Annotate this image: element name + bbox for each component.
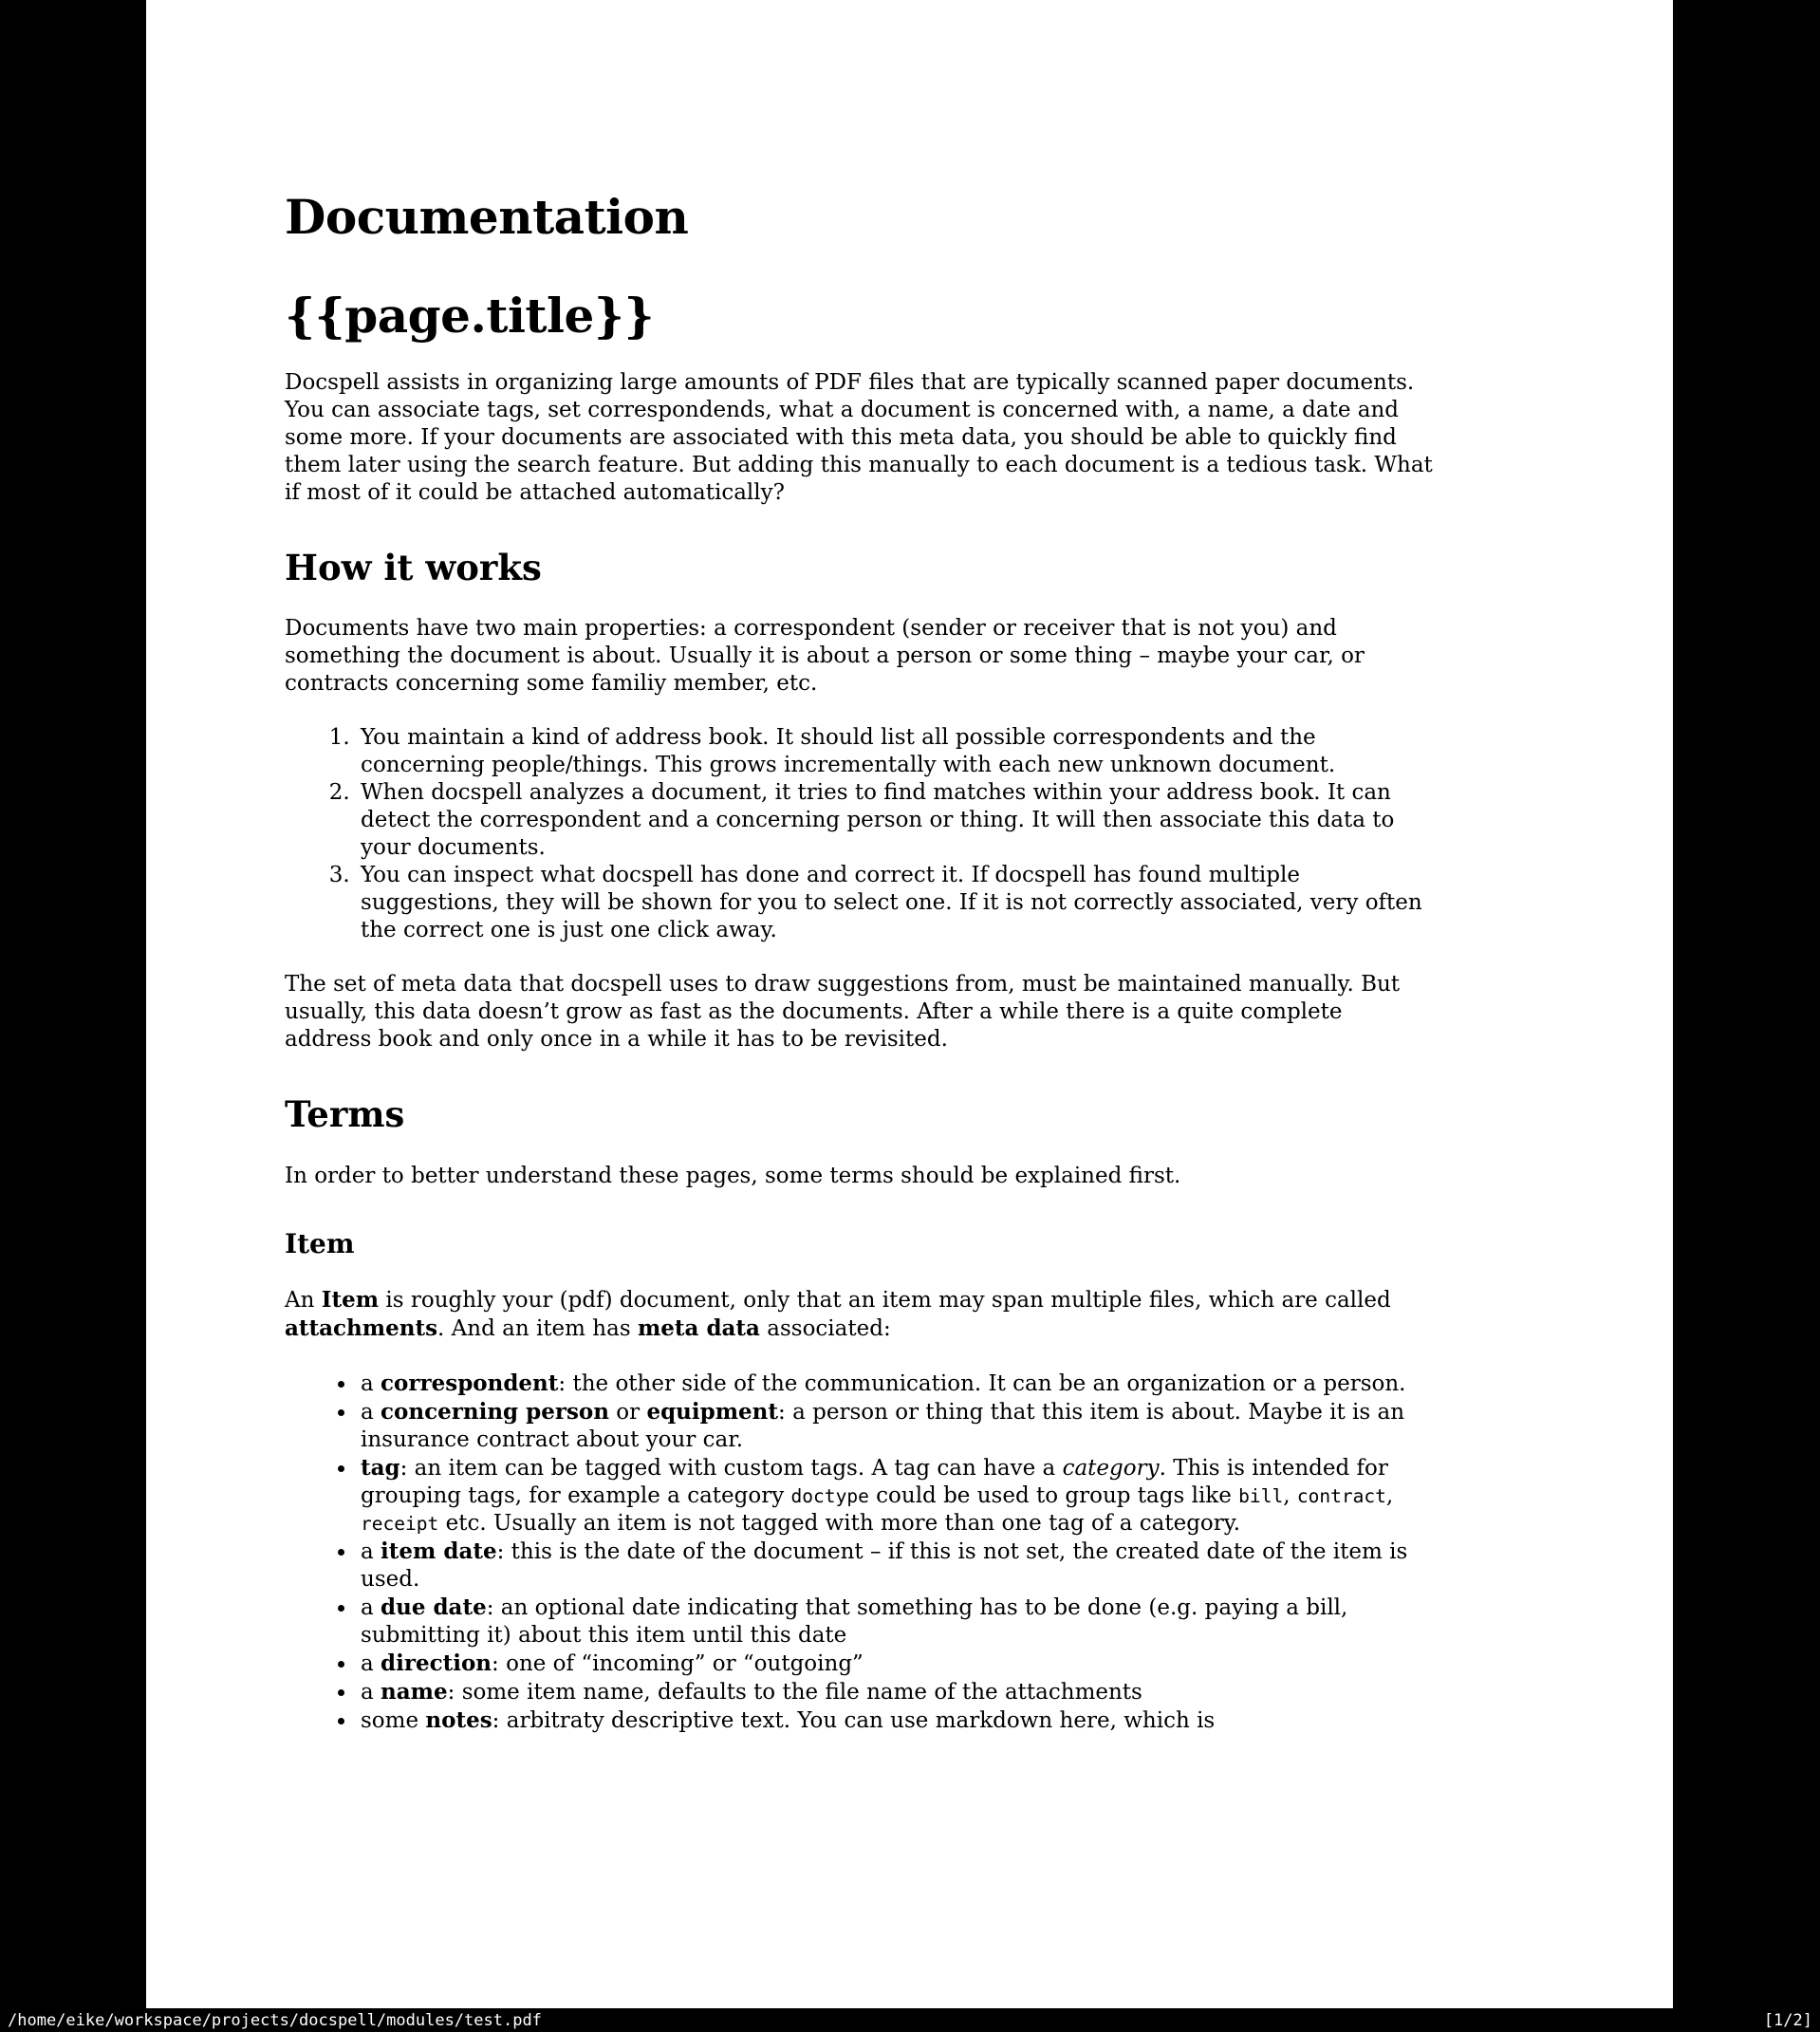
heading-terms: Terms [285,1093,405,1136]
bullet-list [285,1370,1436,1735]
document-content [146,0,1673,1735]
list-item: • tag: an item can be tagged with custom tags. A tag can have a category. This is intended for grouping tags, for example a category doctype could be used to group tags like bill, contract, receipt etc. Usually an item is not tagged with more than one tag of a category. [357,1454,1436,1538]
numbered-list [285,724,1436,944]
statusbar [0,2008,1820,2032]
list-item: 1. You maintain a kind of address book. It should list all possible correspondents and the concerning people/things. This grows incrementally with each new unknown document. [357,724,1436,779]
list-item: 2. When docspell analyzes a document, it tries to find matches within your address book. It can detect the correspondent and a concerning person or thing. It will then associate this data to your documents. [357,779,1436,862]
list-item: • a correspondent: the other side of the communication. It can be an organization or a person. [357,1370,1436,1398]
doc-subtitle: {{page.title}} [285,287,655,344]
paragraph-item-definition: An Item is roughly your (pdf) document, only that an item may span multiple files, which are called attachments. And an item has meta data associated: [285,1287,1391,1342]
list-item: • a due date: an optional date indicating that something has to be done (e.g. paying a bill, submitting it) about this item until this date [357,1594,1436,1650]
paragraph-metadata: The set of meta data that docspell uses to draw suggestions from, must be maintained manually. But usually, this data doesn’t grow as fast as the documents. After a while there is a quite complete address book and only once in a while it has to be revisited. [285,972,1401,1053]
doc-title: Documentation [285,189,689,245]
list-item: • a name: some item name, defaults to the file name of the attachments [357,1678,1436,1706]
list-item: 3. You can inspect what docspell has done and correct it. If docspell has found multiple suggestions, they will be shown for you to select one. If it is not correctly associated, very often the correct one is just one click away. [357,862,1436,944]
statusbar-path: /home/eike/workspace/projects/docspell/modules/test.pdf [8,2010,542,2030]
list-item: • some notes: arbitraty descriptive text. You can use markdown here, which is [357,1706,1436,1735]
list-item: • a concerning person or equipment: a person or thing that this item is about. Maybe it is an insurance contract about your car. [357,1398,1436,1454]
list-item: • a direction: one of “incoming” or “outgoing” [357,1650,1436,1678]
paragraph-intro: Docspell assists in organizing large amounts of PDF files that are typically scanned paper documents. You can associate tags, set correspondends, what a document is concerned with, a name, a date and some more. If your documents are associated with this meta data, you should be able to quickly find them later using the search feature. But adding this manually to each document is a tedious task. What if most of it could be attached automatically? [285,370,1433,505]
heading-how-it-works: How it works [285,547,542,588]
paragraph-properties: Documents have two main properties: a correspondent (sender or receiver that is not you) and something the document is about. Usually it is about a person or some thing – maybe your car, or contracts concerning some familiy member, etc. [285,616,1365,697]
statusbar-page-indicator: [1/2] [1763,2010,1812,2030]
list-item: • a item date: this is the date of the document – if this is not set, the created date of the item is used. [357,1538,1436,1594]
heading-item: Item [285,1227,355,1259]
pdf-page [146,0,1673,2008]
paragraph-terms-intro: In order to better understand these pages, some terms should be explained first. [285,1163,1181,1188]
